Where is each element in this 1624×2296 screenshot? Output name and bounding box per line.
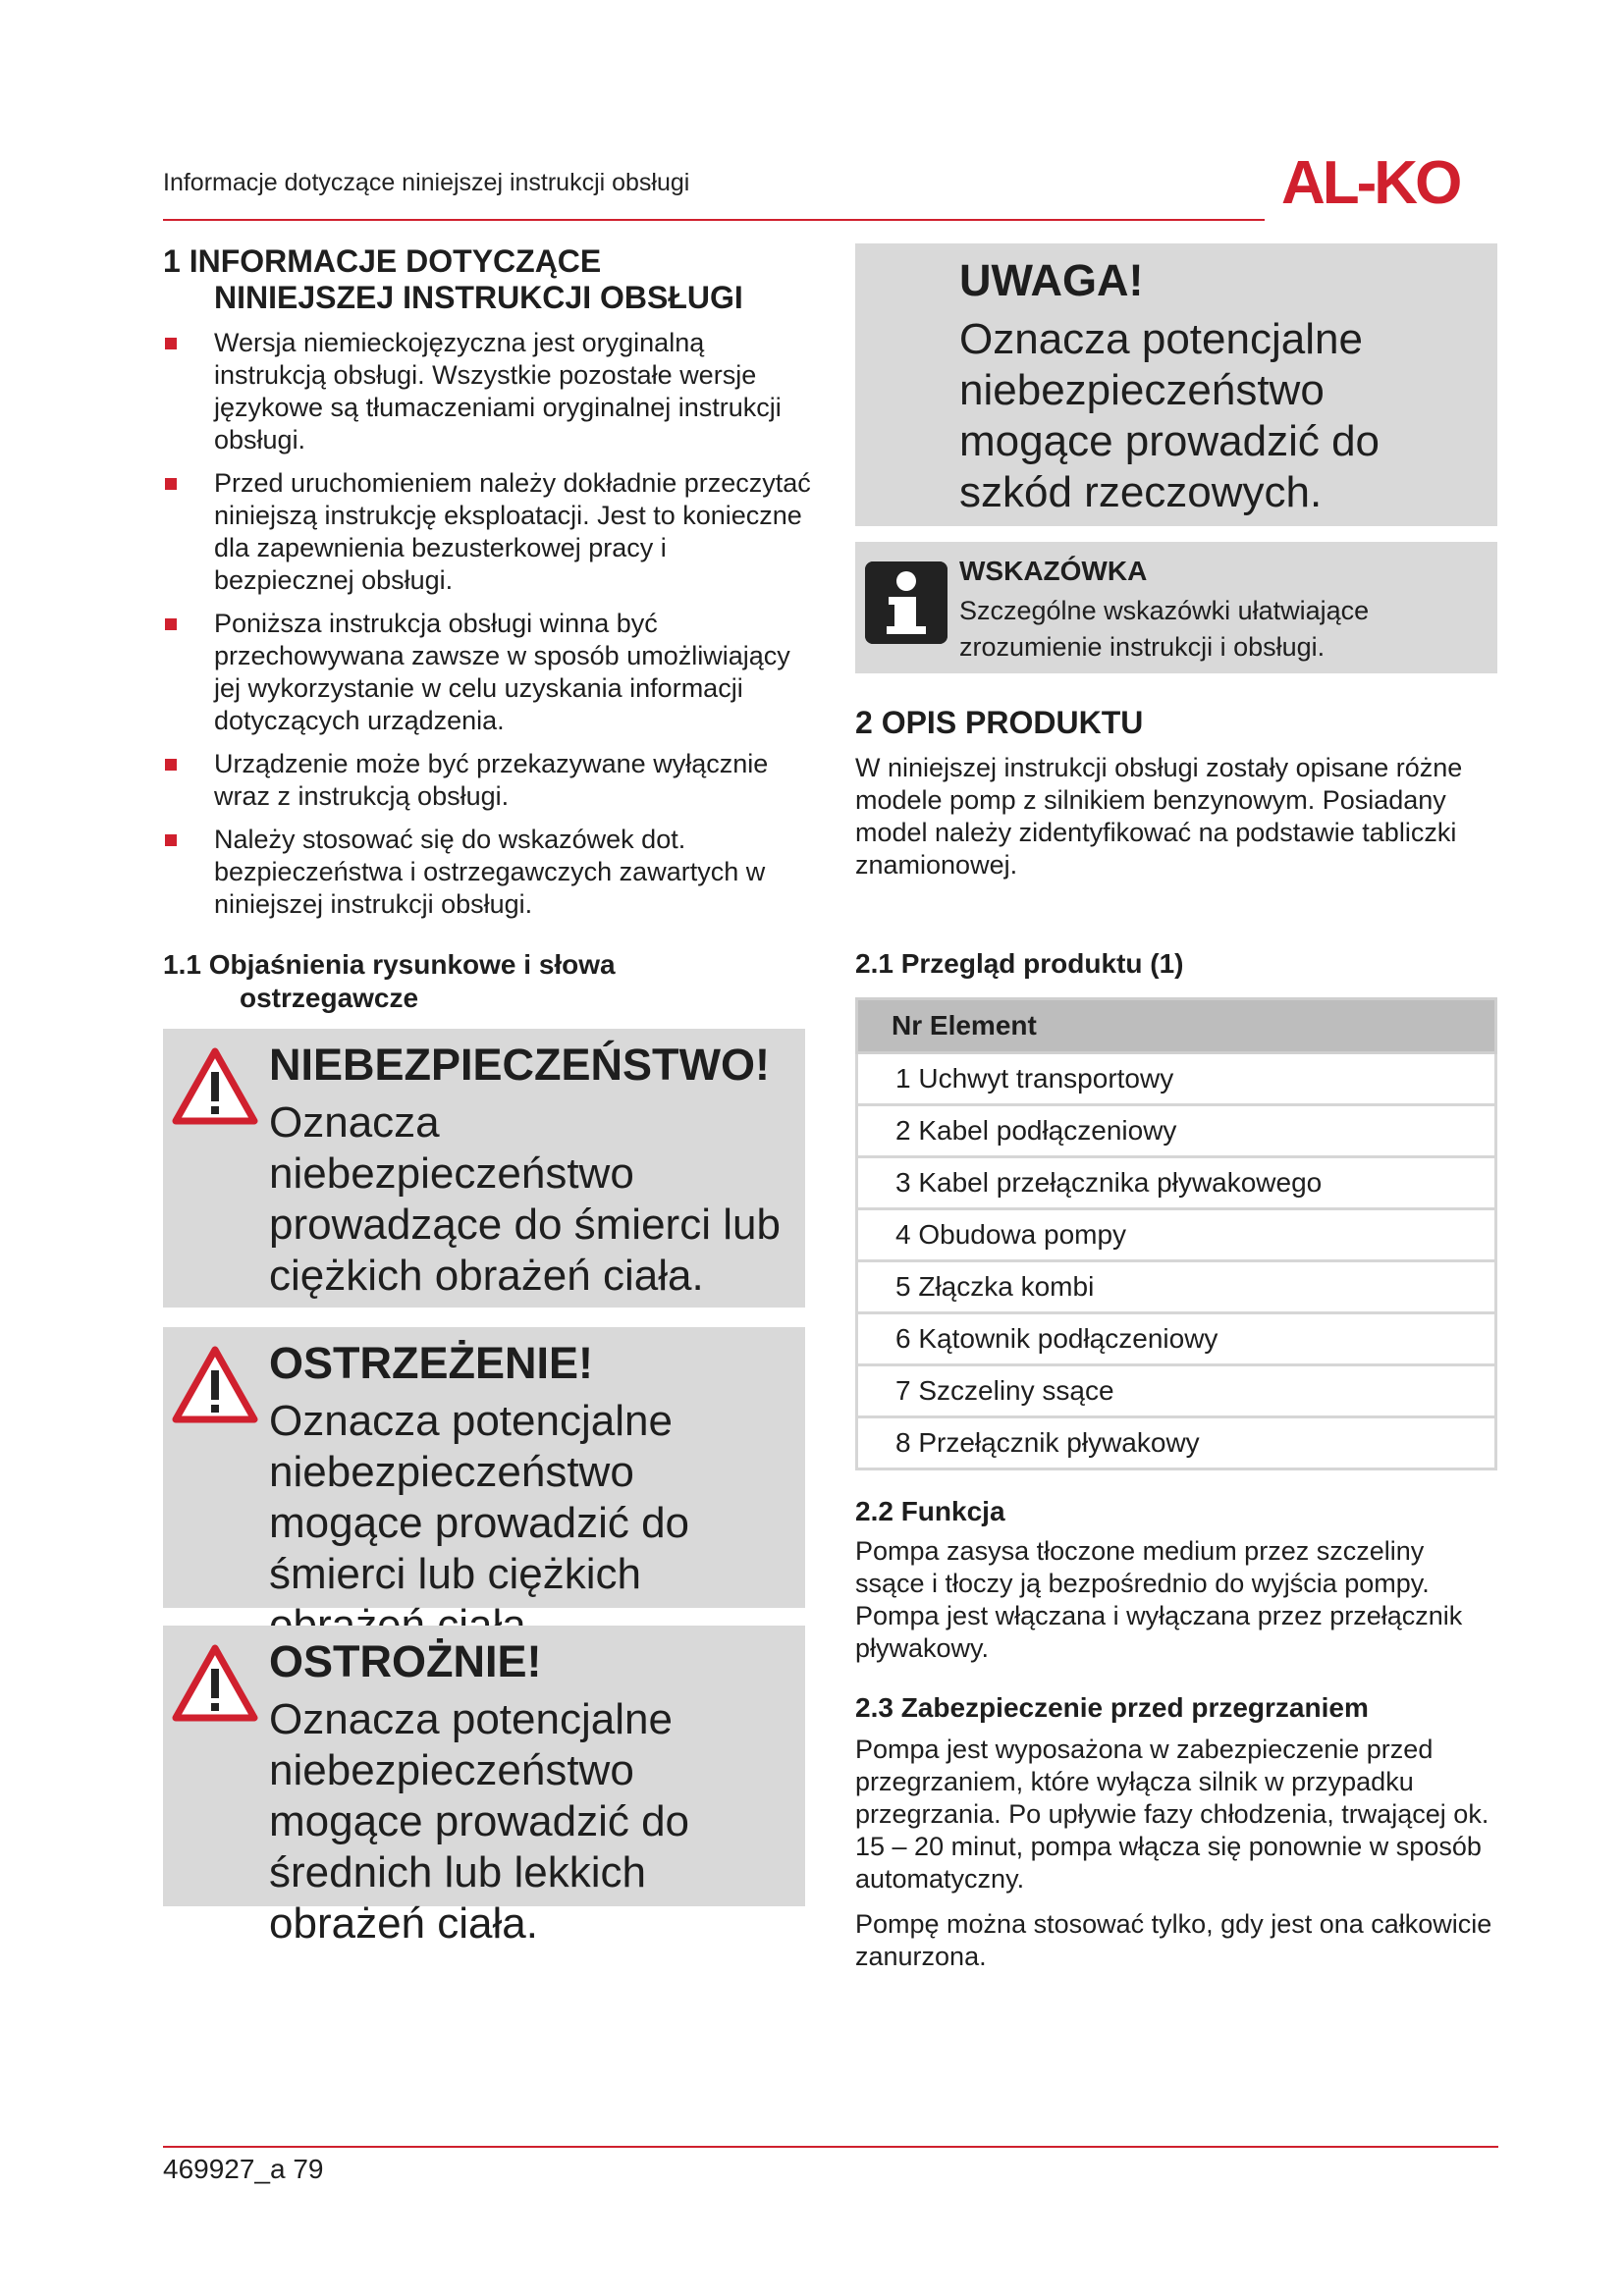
- table-row: [857, 1365, 1496, 1417]
- hint-text: Szczególne wskazówki ułatwiające zrozumienie instrukcji i obsługi.: [959, 596, 1370, 662]
- section-1-heading: [163, 243, 811, 316]
- notice-title: UWAGA!: [959, 255, 1144, 305]
- list-item: Wersja niemieckojęzyczna jest oryginalną instrukcją obsługi. Wszystkie pozostałe wersje językowe są tłumaczeniami oryginalnej instrukcji obsługi.: [163, 327, 811, 456]
- table-row: [857, 1313, 1496, 1365]
- table-row: [857, 1209, 1496, 1261]
- warning-triangle-icon: [171, 1643, 259, 1724]
- info-icon: [865, 561, 947, 644]
- running-header: Informacje dotyczące niniejszej instrukcji obsługi: [163, 169, 690, 196]
- table-header-row: [857, 999, 1496, 1053]
- warning-triangle-icon: [171, 1046, 259, 1127]
- notice-text: Oznacza potencjalne niebezpieczeństwo mogące prowadzić do szkód rzeczowych.: [959, 315, 1380, 516]
- product-overview-table: [855, 997, 1497, 1470]
- table-cell: 4 Obudowa pompy: [857, 1209, 1496, 1261]
- table-cell: 6 Kątownik podłączeniowy: [857, 1313, 1496, 1365]
- table-cell: 8 Przełącznik pływakowy: [857, 1417, 1496, 1469]
- section-2-3-heading: 2.3 Zabezpieczenie przed przegrzaniem: [855, 1692, 1369, 1723]
- section-2-heading: 2 OPIS PRODUKTU: [855, 705, 1144, 740]
- list-item: Urządzenie może być przekazywane wyłącznie wraz z instrukcją obsługi.: [163, 748, 811, 813]
- caution-box: [163, 1626, 805, 1948]
- svg-text:AL-KO: AL-KO: [1281, 152, 1460, 211]
- footer-divider: [163, 2146, 1498, 2148]
- section-2-3-text-2: Pompę można stosować tylko, gdy jest ona całkowicie zanurzona.: [855, 1909, 1492, 1971]
- table-row: [857, 1261, 1496, 1313]
- section-2-2-heading: 2.2 Funkcja: [855, 1496, 1005, 1526]
- warning-box: [163, 1327, 805, 1608]
- caution-title: OSTROŻNIE!: [269, 1636, 542, 1686]
- list-item: Poniższa instrukcja obsługi winna być przechowywana zawsze w sposób umożliwiający jej wykorzystanie w celu uzyskania informacji dotyczących urządzenia.: [163, 608, 811, 737]
- table-cell: 5 Złączka kombi: [857, 1261, 1496, 1313]
- list-item: Należy stosować się do wskazówek dot. bezpieczeństwa i ostrzegawczych zawartych w niniejszej instrukcji obsługi.: [163, 824, 811, 921]
- table-row: [857, 1053, 1496, 1105]
- section-1-1-heading-line1: 1.1 Objaśnienia rysunkowe i słowa: [163, 949, 616, 980]
- section-1-1-heading-line2: ostrzegawcze: [240, 983, 419, 1013]
- section-2-text: W niniejszej instrukcji obsługi zostały opisane różne modele pomp z silnikiem benzynowym. Posiadany model należy zidentyfikować na podstawie tabliczki znamionowej.: [855, 753, 1463, 880]
- intro-bullet-list: [163, 327, 811, 932]
- danger-box: [163, 1029, 805, 1308]
- table-row: [857, 1157, 1496, 1209]
- hint-title: WSKAZÓWKA: [959, 556, 1148, 586]
- section-2-1-heading: 2.1 Przegląd produktu (1): [855, 948, 1184, 979]
- table-cell: 1 Uchwyt transportowy: [857, 1053, 1496, 1105]
- table-cell: 3 Kabel przełącznika pływakowego: [857, 1157, 1496, 1209]
- caution-text: Oznacza potencjalne niebezpieczeństwo mogące prowadzić do średnich lub lekkich obrażeń ciała.: [269, 1695, 690, 1948]
- warning-title: OSTRZEŻENIE!: [269, 1338, 594, 1388]
- table-row: [857, 1105, 1496, 1157]
- table-header: Nr Element: [857, 999, 1496, 1053]
- header-divider: [163, 219, 1265, 221]
- section-2-3-text: Pompa jest wyposażona w zabezpieczenie przed przegrzaniem, które wyłącza silnik w przypadku przegrzania. Po upływie fazy chłodzenia, trwającej ok. 15 – 20 minut, pompa włącza się ponownie w sposób automatyczny.: [855, 1735, 1489, 1894]
- section-1-heading-line2: NINIEJSZEJ INSTRUKCJI OBSŁUGI: [214, 280, 743, 315]
- list-item: Przed uruchomieniem należy dokładnie przeczytać niniejszą instrukcję eksploatacji. Jest to konieczne dla zapewnienia bezusterkowej pracy i bezpiecznej obsługi.: [163, 467, 811, 597]
- danger-title: NIEBEZPIECZEŃSTWO!: [269, 1040, 771, 1090]
- section-1-1-heading: [163, 948, 811, 1015]
- page-number: 469927_a 79: [163, 2154, 324, 2184]
- warning-triangle-icon: [171, 1345, 259, 1425]
- section-2-2-text: Pompa zasysa tłoczone medium przez szczeliny ssące i tłoczy ją bezpośrednio do wyjścia pompy. Pompa jest włączana i wyłączana przez przełącznik pływakowy.: [855, 1536, 1463, 1663]
- hint-box: [855, 542, 1497, 673]
- warning-text: Oznacza potencjalne niebezpieczeństwo mogące prowadzić do śmierci lub ciężkich: [269, 1397, 690, 1598]
- notice-box: [855, 243, 1497, 526]
- section-1-heading-line1: 1 INFORMACJE DOTYCZĄCE: [163, 243, 602, 279]
- danger-text: Oznacza niebezpieczeństwo prowadzące do śmierci lub ciężkich obrażeń ciała.: [269, 1098, 781, 1300]
- alko-logo: [1281, 152, 1501, 211]
- table-cell: 2 Kabel podłączeniowy: [857, 1105, 1496, 1157]
- table-cell: 7 Szczeliny ssące: [857, 1365, 1496, 1417]
- table-row: [857, 1417, 1496, 1469]
